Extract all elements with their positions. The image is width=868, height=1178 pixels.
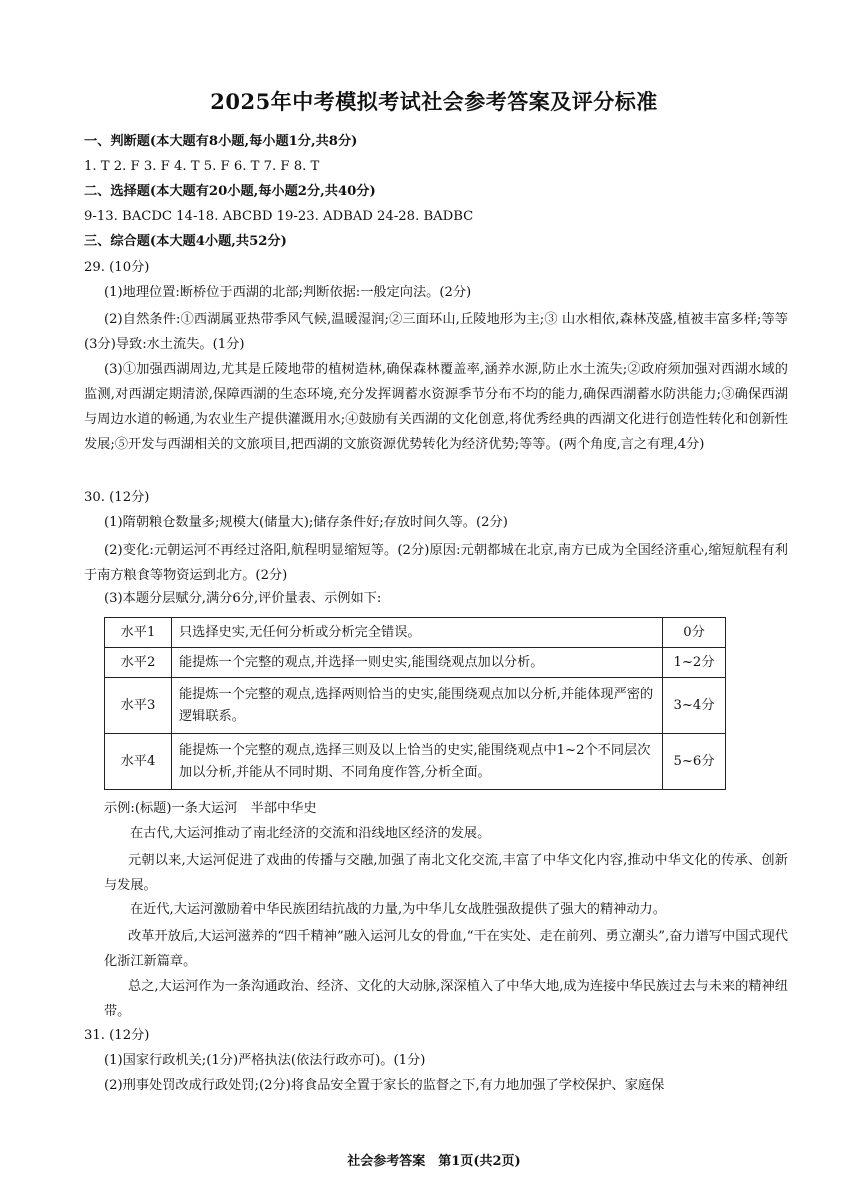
rubric-description: 只选择史实,无任何分析或分析完全错误。 <box>172 618 663 648</box>
rubric-score: 3~4分 <box>663 678 726 734</box>
rubric-level: 水平2 <box>105 648 172 678</box>
rubric-description: 能提炼一个完整的观点,选择两则恰当的史实,能围绕观点加以分析,并能体现严密的逻辑联系。 <box>172 678 663 734</box>
rubric-score: 0分 <box>663 618 726 648</box>
section1-answers: 1. T 2. F 3. F 4. T 5. F 6. T 7. F 8. T <box>84 159 320 174</box>
q29-part1: (1)地理位置:断桥位于西湖的北部;判断依据:一般定向法。(2分) <box>104 285 472 300</box>
q30-part3: (3)本题分层赋分,满分6分,评价量表、示例如下: <box>104 591 382 606</box>
page-footer: 社会参考答案 第1页(共2页) <box>347 1154 521 1169</box>
q30-part1: (1)隋朝粮仓数量多;规模大(储量大);储存条件好;存放时间久等。(2分) <box>104 515 508 530</box>
section2-answers: 9-13. BACDC 14-18. ABCBD 19-23. ADBAD 24-28. BADBC <box>84 209 474 224</box>
rubric-level: 水平4 <box>105 734 172 790</box>
rubric-level: 水平1 <box>105 618 172 648</box>
q31-part2: (2)刑事处罚改成行政处罚;(2分)将食品安全置于家长的监督之下,有力地加强了学校保护、家庭保 <box>104 1078 665 1093</box>
example-paragraph-5: 总之,大运河作为一条沟通政治、经济、文化的大动脉,深深植入了中华大地,成为连接中华民族过去与未来的精神纽带。 <box>104 979 788 1019</box>
section1-heading: 一、判断题(本大题有8小题,每小题1分,共8分) <box>84 134 358 149</box>
table-row <box>105 618 726 648</box>
page-title: 2025年中考模拟考试社会参考答案及评分标准 <box>210 89 658 114</box>
section2-heading: 二、选择题(本大题有20小题,每小题2分,共40分) <box>84 184 376 199</box>
q30-part2: (2)变化:元朝运河不再经过洛阳,航程明显缩短等。(2分)原因:元朝都城在北京,南方已成为全国经济重心,缩短航程有利于南方粮食等物资运到北方。(2分) <box>84 543 788 583</box>
evaluation-rubric-table <box>104 617 726 790</box>
table-row <box>105 678 726 734</box>
rubric-score: 1~2分 <box>663 648 726 678</box>
q31-label: 31. (12分) <box>84 1028 150 1043</box>
example-paragraph-3: 在近代,大运河激励着中华民族团结抗战的力量,为中华儿女战胜强敌提供了强大的精神动力。 <box>130 902 666 917</box>
rubric-level: 水平3 <box>105 678 172 734</box>
rubric-score: 5~6分 <box>663 734 726 790</box>
q30-label: 30. (12分) <box>84 490 150 505</box>
example-paragraph-1: 在古代,大运河推动了南北经济的交流和沿线地区经济的发展。 <box>130 826 491 841</box>
rubric-description: 能提炼一个完整的观点,选择三则及以上恰当的史实,能围绕观点中1~2个不同层次加以分析,并能从不同时期、不同角度作答,分析全面。 <box>172 734 663 790</box>
example-paragraph-2: 元朝以来,大运河促进了戏曲的传播与交融,加强了南北文化交流,丰富了中华文化内容,推动中华文化的传承、创新与发展。 <box>104 853 788 893</box>
example-paragraph-4: 改革开放后,大运河滋养的“四千精神”融入运河儿女的骨血,“干在实处、走在前列、勇立潮头”,奋力谱写中国式现代化浙江新篇章。 <box>104 929 788 969</box>
q29-part3: (3)①加强西湖周边,尤其是丘陵地带的植树造林,确保森林覆盖率,涵养水源,防止水土流失;②政府须加强对西湖水域的监测,对西湖定期清淤,保障西湖的生态环境,充分发挥调蓄水资源季节分布不均的能力,确保西湖蓄水防洪能力;③确保西湖与周边水道的畅通,为农业生产提供灌溉用水;④鼓励有关西湖的文化创意,将优秀经典的西湖文化进行创造性转化和创新性发展;⑤开发与西湖相关的文旅项目,把西湖的文旅资源优势转化为经济优势;等等。(两个角度,言之有理,4分) <box>84 362 788 452</box>
rubric-description: 能提炼一个完整的观点,并选择一则史实,能围绕观点加以分析。 <box>172 648 663 678</box>
q29-label: 29. (10分) <box>84 260 150 275</box>
q31-part1: (1)国家行政机关;(1分)严格执法(依法行政亦可)。(1分) <box>104 1053 426 1068</box>
example-label: 示例:(标题)一条大运河 半部中华史 <box>104 801 317 816</box>
section3-heading: 三、综合题(本大题4小题,共52分) <box>84 234 287 249</box>
q29-part2: (2)自然条件:①西湖属亚热带季风气候,温暖湿润;②三面环山,丘陵地形为主;③ 山水相依,森林茂盛,植被丰富多样;等等(3分)导致:水土流失。(1分) <box>84 312 788 352</box>
table-row <box>105 734 726 790</box>
table-row <box>105 648 726 678</box>
